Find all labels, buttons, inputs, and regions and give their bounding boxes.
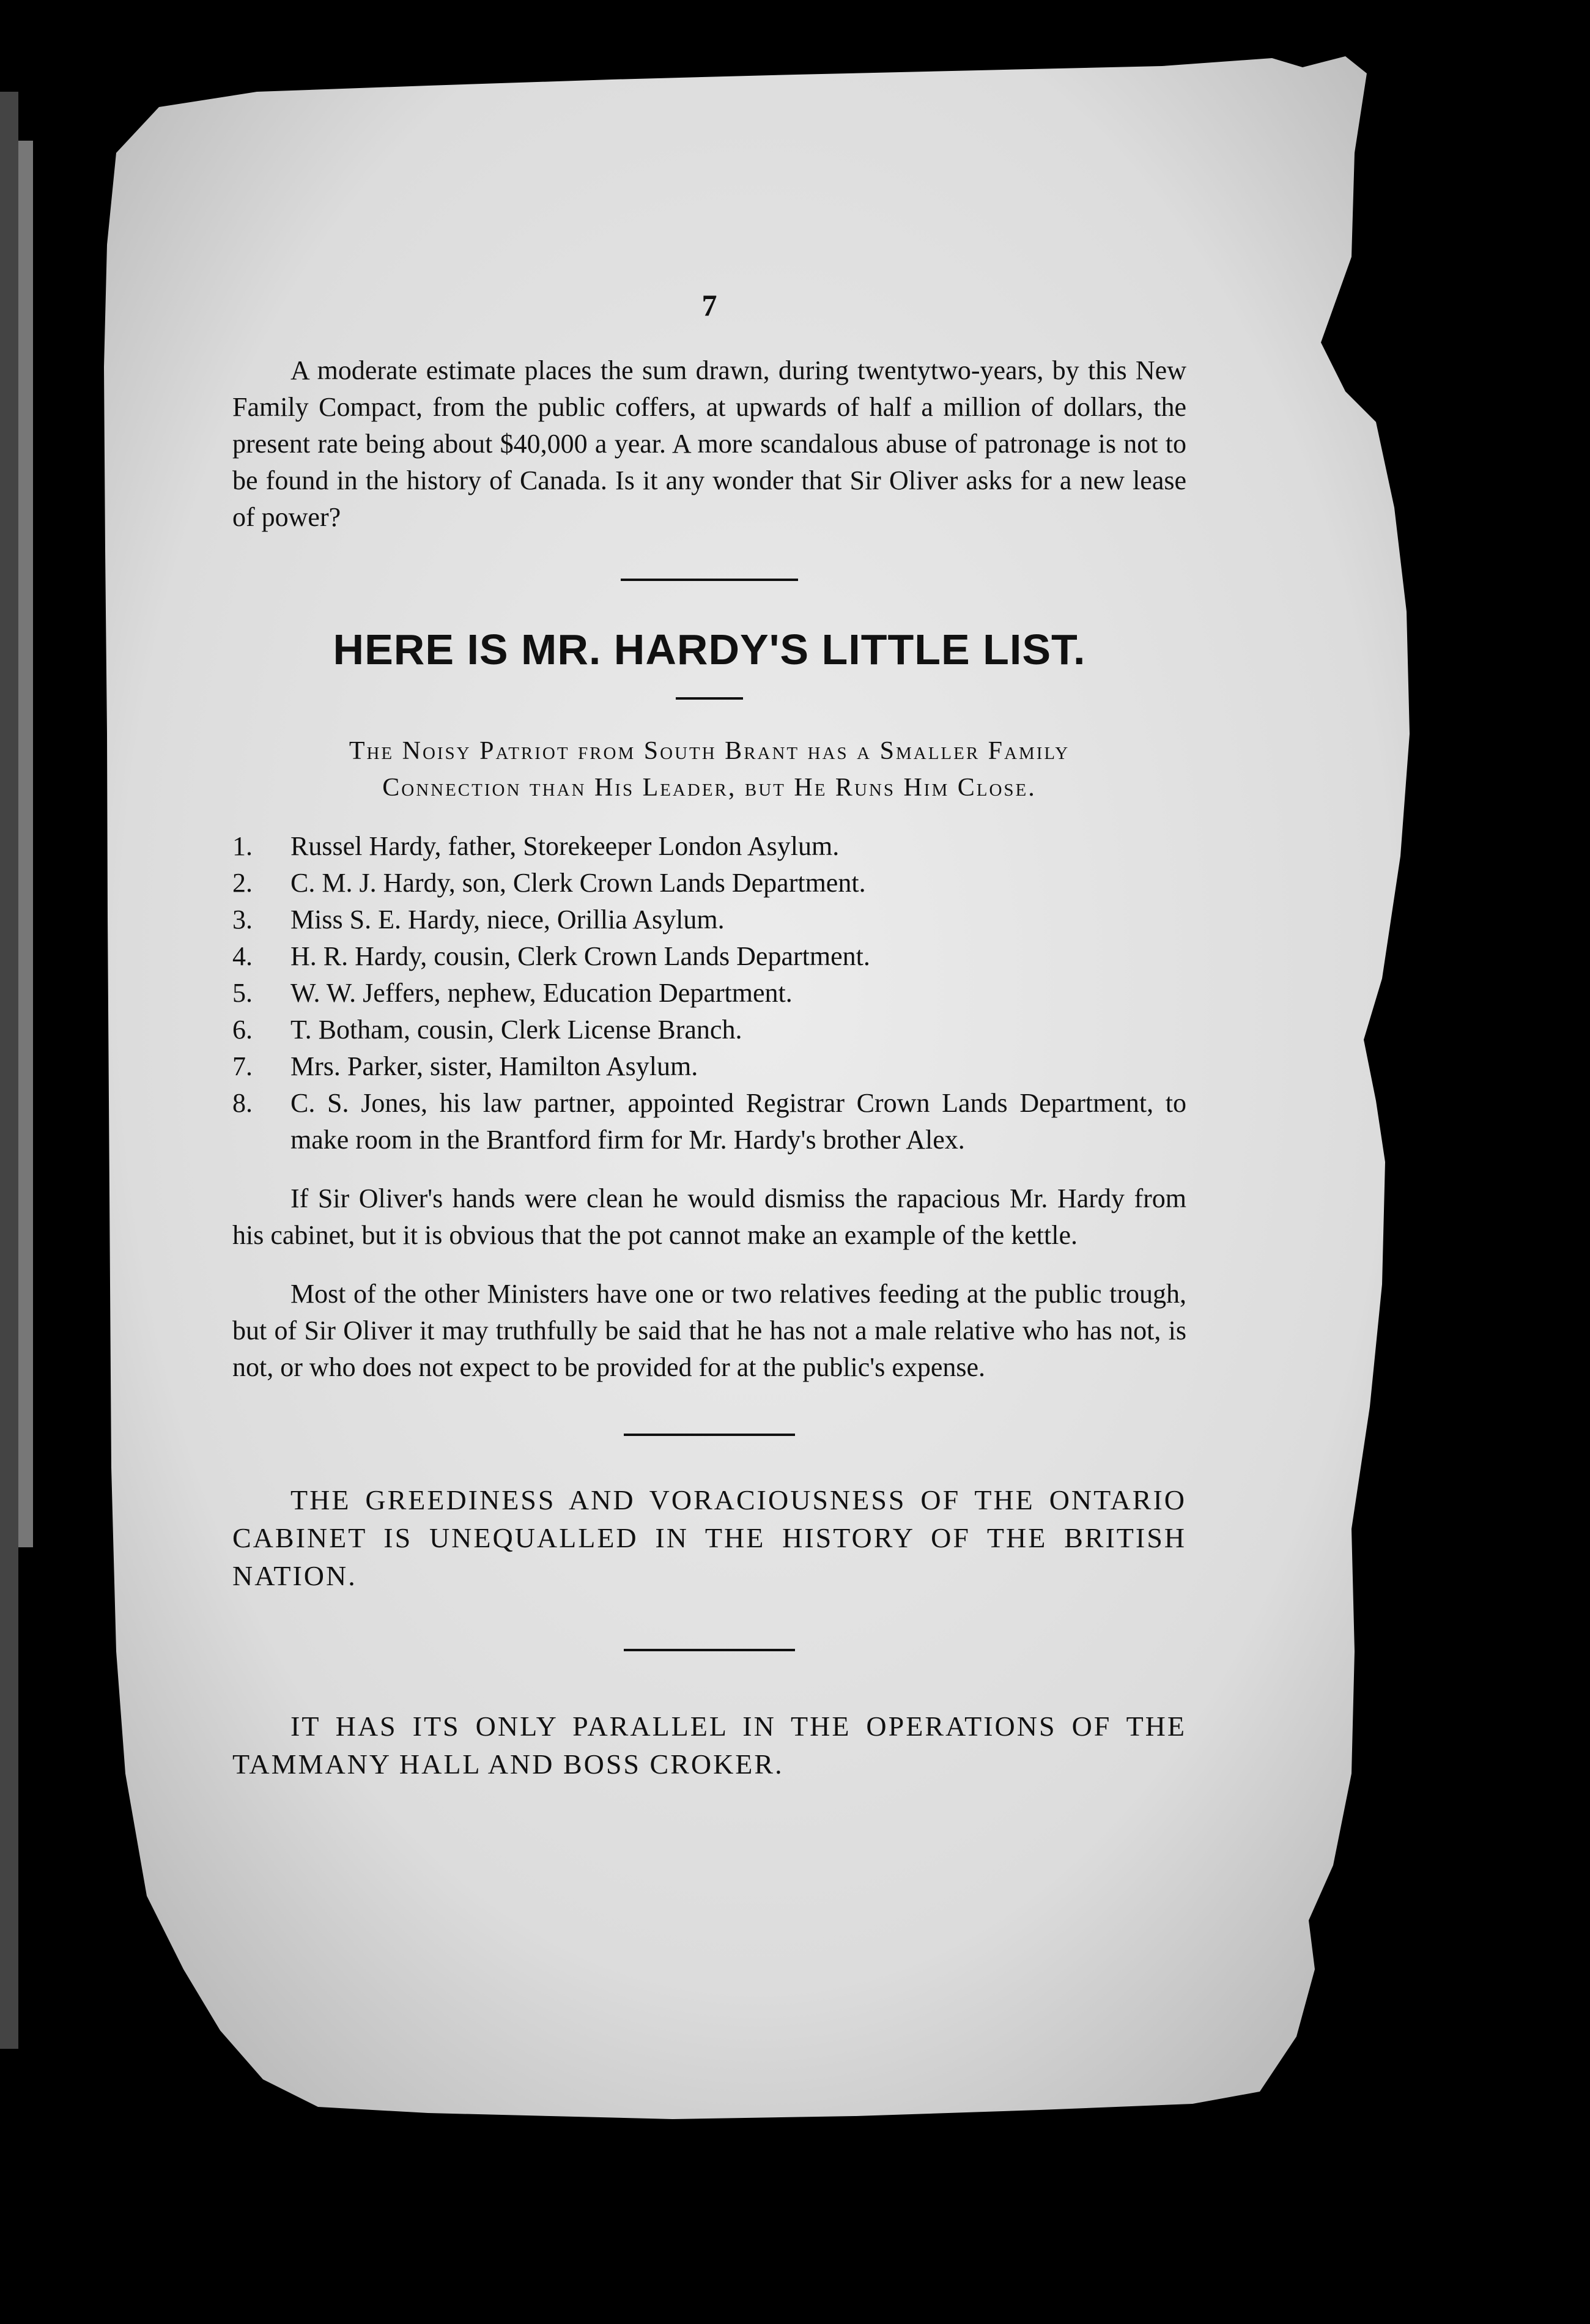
list-item xyxy=(232,901,1186,938)
list-item-number: 2. xyxy=(232,868,253,898)
list-item-number: 8. xyxy=(232,1088,253,1118)
list-item-text: H. R. Hardy, cousin, Clerk Crown Lands Department. xyxy=(290,941,870,971)
subheading-line-1: The Noisy Patriot from South Brant has a Smaller Family xyxy=(349,737,1070,765)
statement-greediness: THE GREEDINESS AND VORACIOUSNESS OF THE ONTARIO CABINET IS UNEQUALLED IN THE HISTORY OF THE BRITISH NATION. xyxy=(232,1484,1186,1591)
list-item xyxy=(232,1012,1186,1048)
heading-underline xyxy=(676,697,743,700)
list-item xyxy=(232,828,1186,865)
list-item-number: 5. xyxy=(232,978,253,1008)
list-item xyxy=(232,1085,1186,1158)
subheading-line-2: Connection than His Leader, but He Runs Him Close. xyxy=(382,774,1037,802)
relatives-list xyxy=(232,828,1186,1158)
page-number: 7 xyxy=(701,288,717,322)
intro-paragraph: A moderate estimate places the sum drawn, during twentytwo-years, by this New Family Compact, from the public coffers, at upwards of half a million of dollars, the present rate being about $40,000 a year. A more scandalous abuse of patronage is not to be found in the history of Canada. Is it any wonder that Sir Oliver asks for a new lease of power? xyxy=(232,355,1186,532)
paragraph-public-trough: Most of the other Ministers have one or two relatives feeding at the public trough, but of Sir Oliver it may truthfully be said that he has not a male relative who has not, is not, or who does not expect to be provided for at the public's expense. xyxy=(232,1279,1186,1382)
list-item-text: Mrs. Parker, sister, Hamilton Asylum. xyxy=(290,1051,698,1081)
list-item-text: T. Botham, cousin, Clerk License Branch. xyxy=(290,1015,742,1045)
list-subheading xyxy=(232,733,1186,806)
list-item xyxy=(232,865,1186,901)
list-item xyxy=(232,1048,1186,1085)
list-item-text: W. W. Jeffers, nephew, Education Department. xyxy=(290,978,793,1008)
list-heading: HERE IS MR. HARDY'S LITTLE LIST. xyxy=(333,626,1086,673)
list-item-text: Miss S. E. Hardy, niece, Orillia Asylum. xyxy=(290,905,725,934)
list-item-number: 1. xyxy=(232,831,253,861)
page-content xyxy=(232,287,1186,1783)
list-item-text: C. M. J. Hardy, son, Clerk Crown Lands Department. xyxy=(290,868,866,898)
list-item-number: 7. xyxy=(232,1051,253,1081)
list-item-number: 6. xyxy=(232,1015,253,1045)
paragraph-clean-hands: If Sir Oliver's hands were clean he would dismiss the rapacious Mr. Hardy from his cabinet, but it is obvious that the pot cannot make an example of the kettle. xyxy=(232,1183,1186,1250)
section-divider xyxy=(624,1434,795,1436)
list-item-number: 3. xyxy=(232,905,253,934)
list-item-text: C. S. Jones, his law partner, appointed Registrar Crown Lands Department, to make room in the Brantford firm for Mr. Hardy's brother Alex. xyxy=(290,1088,1186,1155)
list-item xyxy=(232,938,1186,975)
list-item-text: Russel Hardy, father, Storekeeper London Asylum. xyxy=(290,831,840,861)
list-item xyxy=(232,975,1186,1012)
statement-tammany: IT HAS ITS ONLY PARALLEL IN THE OPERATIONS OF THE TAMMANY HALL AND BOSS CROKER. xyxy=(232,1711,1186,1780)
list-item-number: 4. xyxy=(232,941,253,971)
section-divider xyxy=(621,579,798,581)
section-divider xyxy=(624,1649,795,1651)
